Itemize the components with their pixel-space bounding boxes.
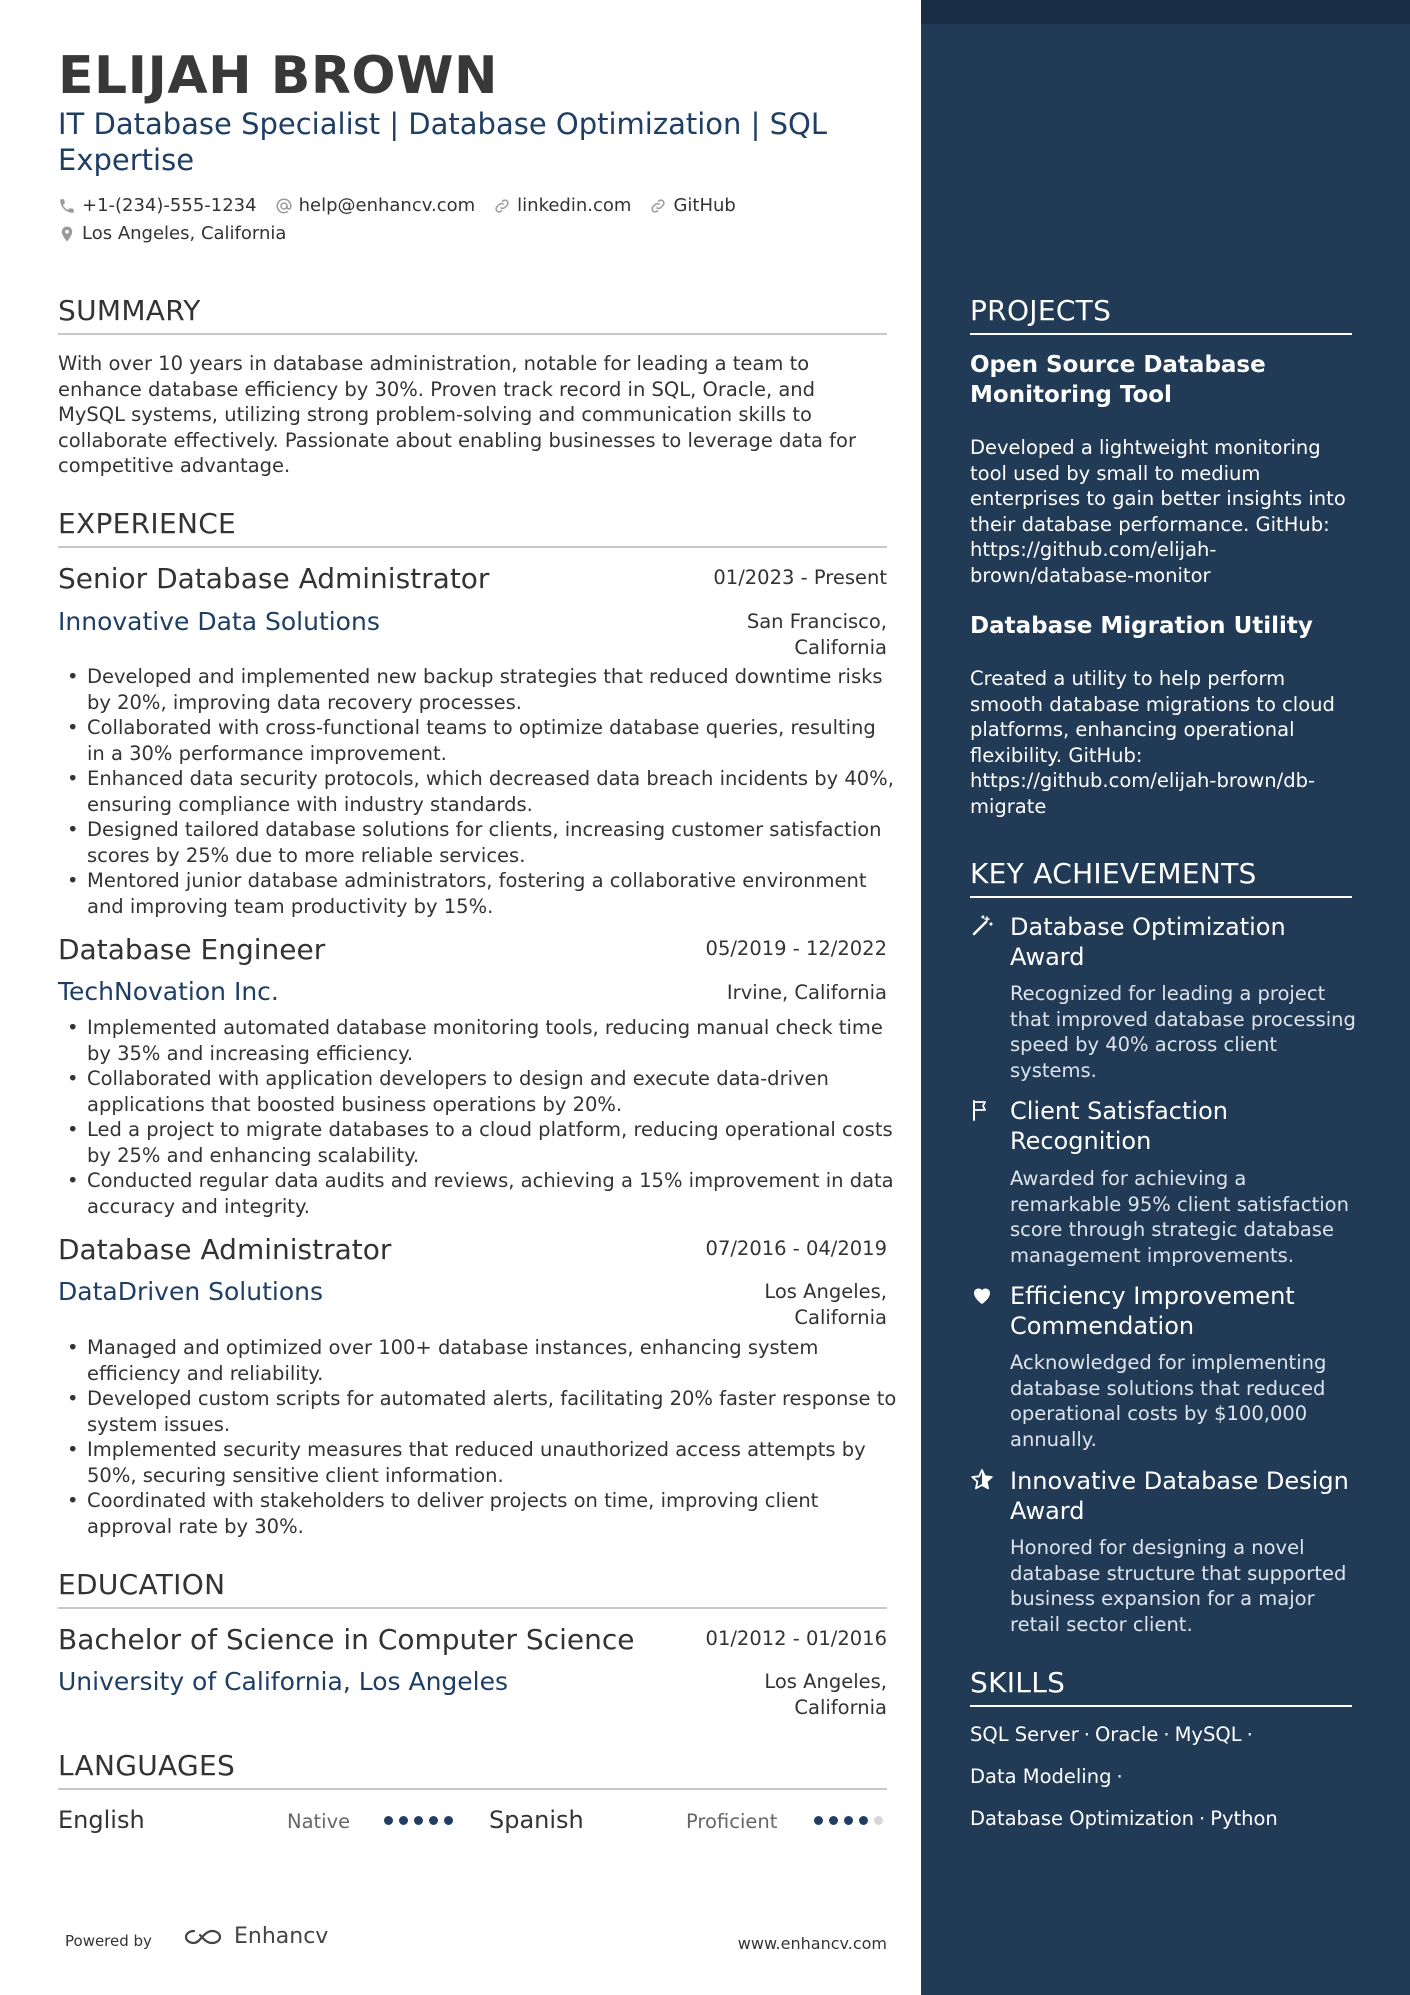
projects-heading: PROJECTS — [970, 294, 1352, 335]
job-title: Database Engineer — [58, 933, 326, 966]
language-level: Native — [287, 1810, 351, 1833]
sidebar — [921, 0, 1410, 1995]
contact-github[interactable] — [649, 195, 735, 216]
education-dates: 01/2012 - 01/2016 — [705, 1627, 887, 1650]
bullet-item: • Collaborated with cross-functional teams to optimize database queries, resulting in a 30% performance improvement. — [58, 715, 898, 766]
bullet-item: • Mentored junior database administrators, fostering a collaborative environment and improving team productivity by 15%. — [58, 868, 898, 919]
contact-linkedin[interactable] — [493, 195, 631, 216]
job-bullets — [58, 664, 898, 919]
skills-row: Data Modeling · — [970, 1765, 1123, 1788]
job-location: Los Angeles, California — [764, 1280, 887, 1329]
skill-tag: SQL Server — [970, 1723, 1079, 1746]
summary-text: With over 10 years in database administration, notable for leading a team to enhance database efficiency by 30%. Proven track record in SQL, Oracle, and MySQL systems, utilizing strong problem-solving and communication skills to collaborate effectively. Passionate about enabling businesses to leverage data for competitive advantage. — [58, 352, 856, 477]
rating-dot — [384, 1816, 393, 1825]
language-level: Proficient — [686, 1810, 778, 1833]
bullet-item: • Managed and optimized over 100+ database instances, enhancing system efficiency and reliability. — [58, 1335, 898, 1386]
location-pin-icon — [58, 225, 76, 243]
sidebar-top-bar — [921, 0, 1410, 24]
company-name: TechNovation Inc. — [58, 977, 279, 1006]
heart-icon — [970, 1283, 994, 1307]
achievement-description: Acknowledged for implementing database solutions that reduced operational costs by $100,000 annually. — [1010, 1351, 1327, 1451]
job-title: Senior Database Administrator — [58, 562, 490, 595]
contact-location — [58, 223, 304, 244]
job-location: San Francisco, California — [746, 610, 887, 659]
project-title: Database Migration Utility — [970, 613, 1313, 639]
enhancv-logo[interactable] — [182, 1924, 328, 1949]
company-name: Innovative Data Solutions — [58, 607, 380, 636]
bullet-item: • Designed tailored database solutions for clients, increasing customer satisfaction scores by 25% due to more reliable services. — [58, 817, 898, 868]
job-dates: 05/2019 - 12/2022 — [705, 937, 887, 960]
skill-tag: MySQL — [1174, 1723, 1242, 1746]
job-location: Irvine, California — [726, 981, 887, 1004]
achievement-description: Awarded for achieving a remarkable 95% client satisfaction score through strategic database management improvements. — [1010, 1167, 1349, 1267]
school-name: University of California, Los Angeles — [58, 1667, 509, 1696]
education-heading: EDUCATION — [58, 1568, 887, 1609]
bullet-item: • Implemented security measures that reduced unauthorized access attempts by 50%, securing sensitive client information. — [58, 1437, 898, 1488]
bullet-item: • Collaborated with application developers to design and execute data-driven applications that boosted business operations by 20%. — [58, 1066, 898, 1117]
location-item — [58, 223, 286, 244]
degree-title: Bachelor of Science in Computer Science — [58, 1623, 635, 1656]
achievement-title: Database Optimization Award — [1010, 913, 1286, 971]
rating-dot — [429, 1816, 438, 1825]
candidate-title: IT Database Specialist | Database Optimization | SQL Expertise — [58, 107, 828, 177]
skills-row: Database Optimization · Python — [970, 1807, 1278, 1830]
contact-email[interactable] — [275, 195, 476, 216]
project-description: Developed a lightweight monitoring tool used by small to medium enterprises to gain better insights into their database performance. GitHub: https://github.com/elijah-brown/database-monitor — [970, 436, 1346, 587]
github-text: GitHub — [673, 195, 736, 216]
achievement-title: Efficiency Improvement Commendation — [1010, 1282, 1295, 1340]
school-location: Los Angeles, California — [764, 1670, 887, 1719]
skill-tag: Oracle — [1094, 1723, 1159, 1746]
star-icon — [970, 1468, 994, 1492]
achievements-heading: KEY ACHIEVEMENTS — [970, 857, 1352, 898]
enhancv-logo-icon — [182, 1925, 230, 1949]
bullet-item: • Conducted regular data audits and reviews, achieving a 15% improvement in data accuracy and integrity. — [58, 1168, 898, 1219]
rating-dot — [399, 1816, 408, 1825]
link-icon — [649, 197, 667, 215]
company-name: DataDriven Solutions — [58, 1277, 324, 1306]
link-icon — [493, 197, 511, 215]
project-title: Open Source Database Monitoring Tool — [970, 352, 1266, 408]
language-name: English — [58, 1806, 145, 1834]
bullet-item: • Implemented automated database monitoring tools, reducing manual check time by 35% and increasing efficiency. — [58, 1015, 898, 1066]
job-bullets — [58, 1015, 898, 1219]
linkedin-text: linkedin.com — [517, 195, 632, 216]
rating-dot — [874, 1816, 883, 1825]
summary-heading: SUMMARY — [58, 294, 887, 335]
skill-tag: Python — [1210, 1807, 1278, 1830]
job-title: Database Administrator — [58, 1233, 392, 1266]
phone-icon — [58, 197, 76, 215]
bullet-item: • Coordinated with stakeholders to deliver projects on time, improving client approval rate by 30%. — [58, 1488, 898, 1539]
email-text: help@enhancv.com — [298, 195, 476, 216]
languages-heading: LANGUAGES — [58, 1749, 887, 1790]
footer-url[interactable]: www.enhancv.com — [737, 1934, 887, 1953]
bullet-item: • Developed custom scripts for automated alerts, facilitating 20% faster response to system issues. — [58, 1386, 898, 1437]
contact-phone — [58, 195, 257, 216]
rating-dot — [844, 1816, 853, 1825]
contact-row — [58, 195, 754, 216]
experience-heading: EXPERIENCE — [58, 507, 887, 548]
job-dates: 07/2016 - 04/2019 — [705, 1237, 887, 1260]
rating-dot — [814, 1816, 823, 1825]
rating-dot — [444, 1816, 453, 1825]
magic-wand-icon — [970, 914, 994, 938]
project-description: Created a utility to help perform smooth database migrations to cloud platforms, enhancing operational flexibility. GitHub: https://github.com/elijah-brown/db-migrate — [970, 667, 1335, 818]
powered-by-label: Powered by — [65, 1932, 152, 1950]
achievement-description: Honored for designing a novel database structure that supported business expansion for a major retail sector client. — [1010, 1536, 1347, 1636]
achievement-title: Client Satisfaction Recognition — [1010, 1097, 1228, 1155]
rating-dot — [859, 1816, 868, 1825]
phone-text: +1-(234)-555-1234 — [82, 195, 257, 216]
achievement-description: Recognized for leading a project that improved database processing speed by 40% across client systems. — [1010, 982, 1356, 1082]
skill-tag: Database Optimization — [970, 1807, 1194, 1830]
bullet-item: • Enhanced data security protocols, which decreased data breach incidents by 40%, ensuring compliance with industry standards. — [58, 766, 898, 817]
location-text: Los Angeles, California — [82, 223, 287, 244]
achievement-title: Innovative Database Design Award — [1010, 1467, 1349, 1525]
skills-row: SQL Server · Oracle · MySQL · — [970, 1723, 1253, 1746]
bullet-item: • Developed and implemented new backup strategies that reduced downtime risks by 20%, improving data recovery processes. — [58, 664, 898, 715]
rating-dot — [414, 1816, 423, 1825]
enhancv-brand: Enhancv — [234, 1924, 329, 1949]
candidate-name: ELIJAH BROWN — [58, 46, 498, 106]
job-bullets — [58, 1335, 898, 1539]
language-rating — [814, 1816, 889, 1825]
at-icon — [275, 197, 293, 215]
language-name: Spanish — [489, 1806, 584, 1834]
job-dates: 01/2023 - Present — [713, 566, 887, 589]
rating-dot — [829, 1816, 838, 1825]
skill-tag: Data Modeling — [970, 1765, 1112, 1788]
flag-icon — [970, 1098, 994, 1122]
skills-heading: SKILLS — [970, 1666, 1352, 1707]
bullet-item: • Led a project to migrate databases to a cloud platform, reducing operational costs by 25% and enhancing scalability. — [58, 1117, 898, 1168]
language-rating — [384, 1816, 459, 1825]
